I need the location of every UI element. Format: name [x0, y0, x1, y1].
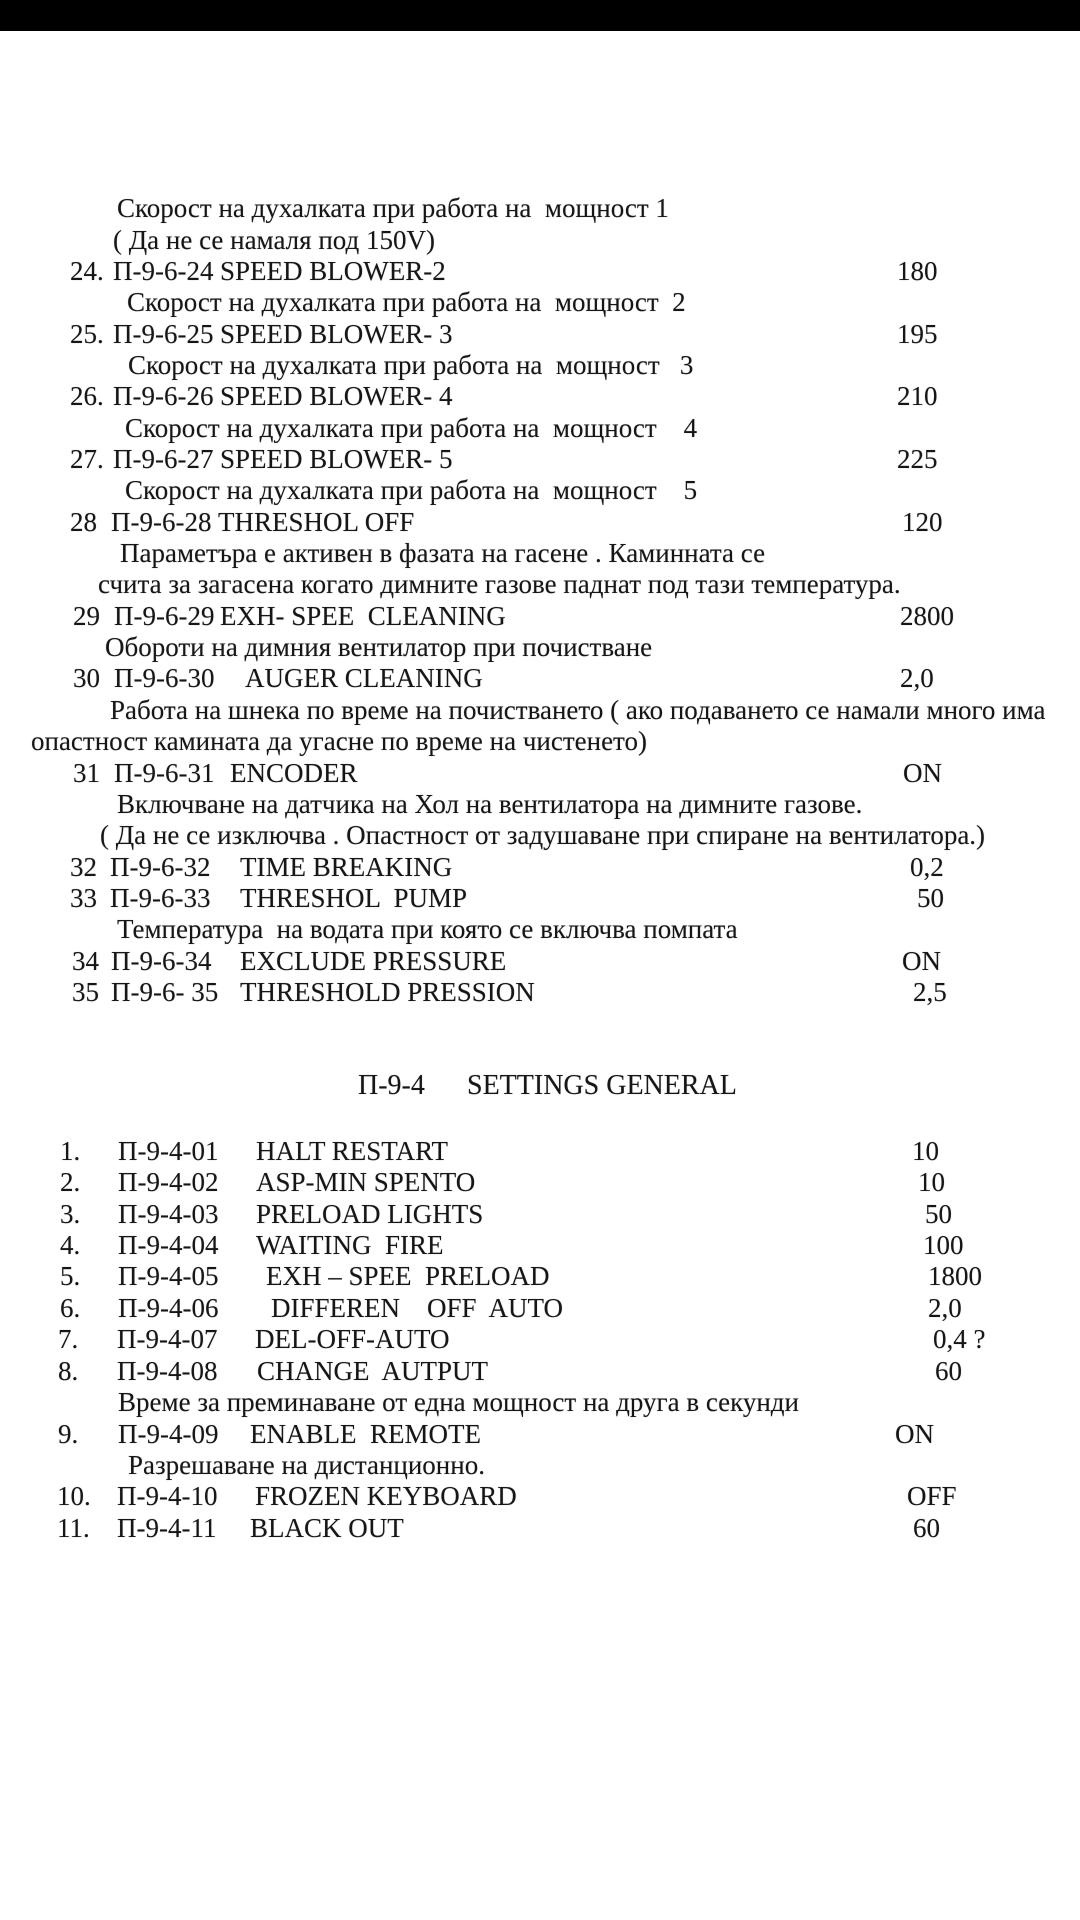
param-row [0, 1481, 1080, 1517]
param-name: WAITING FIRE [256, 1230, 444, 1260]
description-text: счита за загасена когато димните газове паднат под тази температура. [98, 569, 901, 599]
description-line [0, 1387, 1080, 1423]
row-number: 1. [60, 1136, 81, 1166]
param-row [0, 1513, 1080, 1549]
row-number: 24. [70, 256, 104, 286]
row-number: 8. [58, 1356, 79, 1386]
param-name: ENABLE REMOTE [250, 1419, 481, 1449]
param-code: П-9-6-33 [110, 883, 211, 913]
param-value: 10 [912, 1136, 939, 1166]
param-code: П-9-4-04 [118, 1230, 219, 1260]
param-row [0, 381, 1080, 417]
param-code: П-9-4-03 [118, 1199, 219, 1229]
row-number: 9. [58, 1419, 79, 1449]
description-continuation-line [0, 726, 1080, 762]
row-number: 32 [70, 852, 97, 882]
param-row [0, 1324, 1080, 1360]
param-name: EXCLUDE PRESSURE [240, 946, 507, 976]
param-row [0, 1167, 1080, 1203]
param-value: 0,4 ? [933, 1324, 986, 1354]
param-name: THRESHOL OFF [218, 507, 415, 537]
description-line [0, 914, 1080, 950]
row-number: 6. [60, 1293, 81, 1323]
row-number: 26. [70, 381, 104, 411]
description-text: Скорост на духалката при работа на мощност 5 [125, 475, 698, 505]
row-number: 10. [57, 1481, 91, 1511]
description-continuation-line [0, 820, 1080, 856]
row-number: 33 [70, 883, 97, 913]
param-value: 50 [925, 1199, 952, 1229]
param-row [0, 1261, 1080, 1297]
param-name: ASP-MIN SPENTO [256, 1167, 476, 1197]
param-value: OFF [907, 1481, 957, 1511]
description-text: опастност камината да угасне по време на чистенето) [31, 726, 647, 756]
row-number: 2. [60, 1167, 81, 1197]
param-value: 120 [902, 507, 943, 537]
param-code: П-9-4-10 [117, 1481, 218, 1511]
description-line [0, 475, 1080, 511]
param-name: SPEED BLOWER-2 [220, 256, 446, 286]
row-number: 30 [73, 663, 100, 693]
param-name: SPEED BLOWER- 5 [220, 444, 453, 474]
description-line [0, 193, 1080, 229]
param-value: 2800 [900, 601, 954, 631]
row-number: 5. [60, 1261, 81, 1291]
param-code: П-9-6- 35 [111, 977, 219, 1007]
param-name: FROZEN KEYBOARD [255, 1481, 517, 1511]
param-name: THRESHOL PUMP [240, 883, 468, 913]
param-name: THRESHOLD PRESSION [240, 977, 535, 1007]
param-value: 60 [935, 1356, 962, 1386]
param-code: П-9-4-05 [118, 1261, 219, 1291]
row-number: 7. [58, 1324, 79, 1354]
description-line [0, 287, 1080, 323]
param-name: TIME BREAKING [240, 852, 453, 882]
description-text: ( Да не се намаля под 150V) [113, 225, 435, 255]
description-text: ( Да не се изключва . Опастност от задушаване при спиране на вентилатора.) [100, 820, 986, 850]
param-row [0, 663, 1080, 699]
param-value: 210 [897, 381, 938, 411]
row-number: 11. [57, 1513, 90, 1543]
param-value: ON [895, 1419, 934, 1449]
param-code: П-9-6-32 [110, 852, 211, 882]
row-number: 29 [73, 601, 100, 631]
description-text: Работа на шнека по време на почистването ( ако подаването се намали много има [110, 695, 1046, 725]
param-value: 2,5 [913, 977, 947, 1007]
row-number: 4. [60, 1230, 81, 1260]
param-name: SPEED BLOWER- 4 [220, 381, 453, 411]
param-value: 195 [897, 319, 938, 349]
param-value: ON [902, 946, 941, 976]
param-code: П-9-4-01 [118, 1136, 219, 1166]
row-number: 35 [72, 977, 99, 1007]
param-code: П-9-6-34 [111, 946, 212, 976]
param-value: 180 [897, 256, 938, 286]
param-code: П-9-4-11 [117, 1513, 217, 1543]
param-code: П-9-6-31 [114, 758, 215, 788]
param-value: 2,0 [928, 1293, 962, 1323]
description-text: Температура на водата при която се включва помпата [117, 914, 738, 944]
param-name: ENCODER [230, 758, 358, 788]
param-code: П-9-6-24 [113, 256, 214, 286]
row-number: 34 [72, 946, 99, 976]
row-number: 25. [70, 319, 104, 349]
param-value: 225 [897, 444, 938, 474]
param-code: П-9-4-09 [118, 1419, 219, 1449]
description-continuation-line [0, 569, 1080, 605]
param-row [0, 977, 1080, 1013]
param-value: 50 [917, 883, 944, 913]
description-text: Включване на датчика на Хол на вентилатора на димните газове. [117, 789, 863, 819]
description-text: Обороти на димния вентилатор при почистване [105, 632, 653, 662]
param-code: П-9-4-06 [118, 1293, 219, 1323]
section-heading [0, 1070, 1080, 1106]
param-name: EXH- SPEE CLEANING [220, 601, 506, 631]
row-number: 3. [60, 1199, 81, 1229]
param-value: 2,0 [900, 663, 934, 693]
param-value: 60 [913, 1513, 940, 1543]
param-code: П-9-4-07 [117, 1324, 218, 1354]
param-name: DEL-OFF-AUTO [255, 1324, 450, 1354]
param-name: CHANGE AUTPUT [257, 1356, 489, 1386]
param-name: EXH – SPEE PRELOAD [266, 1261, 550, 1291]
description-text: Скорост на духалката при работа на мощност 1 [117, 193, 669, 223]
top-black-bar [0, 0, 1080, 31]
param-name: SPEED BLOWER- 3 [220, 319, 453, 349]
param-code: П-9-6-28 [111, 507, 212, 537]
row-number: 28 [70, 507, 97, 537]
param-value: 1800 [928, 1261, 982, 1291]
param-code: П-9-6-29 [114, 601, 215, 631]
description-text: Скорост на духалката при работа на мощност 3 [128, 350, 694, 380]
description-text: Параметъра е активен в фазата на гасене . Каминната се [120, 538, 766, 568]
param-name: BLACK OUT [250, 1513, 404, 1543]
description-text: Скорост на духалката при работа на мощност 2 [127, 287, 686, 317]
description-text: Време за преминаване от една мощност на друга в секунди [118, 1387, 799, 1417]
description-text: Скорост на духалката при работа на мощност 4 [125, 413, 698, 443]
param-name: HALT RESTART [256, 1136, 448, 1166]
section-heading-code: П-9-4 [358, 1070, 425, 1101]
param-code: П-9-6-27 [113, 444, 214, 474]
param-name: AUGER CLEANING [245, 663, 483, 693]
param-code: П-9-6-26 [113, 381, 214, 411]
section-heading-title: SETTINGS GENERAL [467, 1070, 737, 1101]
param-value: 0,2 [910, 852, 944, 882]
row-number: 27. [70, 444, 104, 474]
param-code: П-9-4-08 [117, 1356, 218, 1386]
param-name: DIFFEREN OFF AUTO [271, 1293, 564, 1323]
param-code: П-9-4-02 [118, 1167, 219, 1197]
row-number: 31 [73, 758, 100, 788]
param-value: ON [903, 758, 942, 788]
param-value: 100 [923, 1230, 964, 1260]
param-value: 10 [918, 1167, 945, 1197]
param-code: П-9-6-30 [114, 663, 215, 693]
param-name: PRELOAD LIGHTS [256, 1199, 484, 1229]
description-text: Разрешаване на дистанционно. [128, 1450, 485, 1480]
param-code: П-9-6-25 [113, 319, 214, 349]
